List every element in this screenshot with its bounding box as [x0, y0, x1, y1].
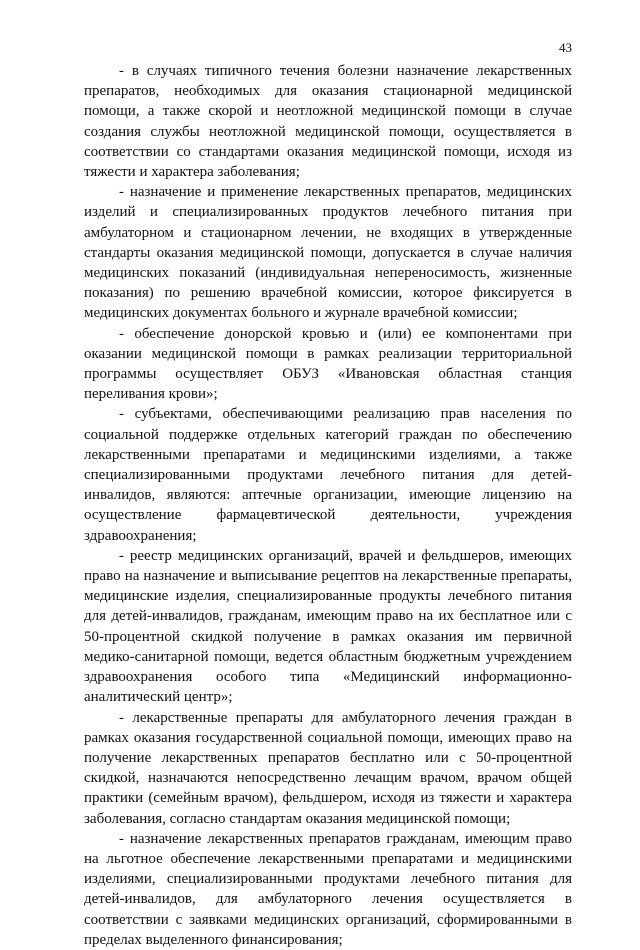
paragraph: - назначение и применение лекарственных препаратов, медицинских изделий и специализированных продуктов лечебного питания при амбулаторном и стационарном лечении, не входящих в утвержденные стандарты оказания медицинской помощи, допускается в случае наличия медицинских показаний (индивидуальная непереносимость, жизненные показания) по решению врачебной комиссии, которое фиксируется в медицинских документах больного и журнале врачебной комиссии; — [84, 184, 572, 322]
paragraph: - лекарственные препараты для амбулаторного лечения граждан в рамках оказания государственной социальной помощи, имеющих право на получение лекарственных препаратов бесплатно или с 50-процентной скидкой, назначаются непосредственно лечащим врачом, врачом общей практики (семейным врачом), фельдшером, исходя из тяжести и характера заболевания, согласно стандартам оказания медицинской помощи; — [84, 709, 572, 827]
paragraph: - реестр медицинских организаций, врачей и фельдшеров, имеющих право на назначение и выписывание рецептов на лекарственные препараты, медицинские изделия, специализированные продукты лечебного питания для детей-инвалидов, гражданам, имеющим право на их бесплатное или с 50-процентной скидкой получение в рамках оказания им первичной медико-санитарной помощи, ведется областным бюджетным учреждением здравоохранения особого типа «Медицинский информационно-аналитический центр»; — [84, 547, 572, 706]
paragraph: - назначение лекарственных препаратов гражданам, имеющим право на льготное обеспечение лекарственными препаратами и медицинскими изделиями, специализированными продуктами лечебного питания для детей-инвалидов, для амбулаторного лечения осуществляется в соответствии с заявками медицинских организаций, сформированными в пределах выделенного финансирования; — [84, 830, 572, 948]
paragraph: - субъектами, обеспечивающими реализацию прав населения по социальной поддержке отдельных категорий граждан по обеспечению лекарственными препаратами и медицинскими изделиями, а также специализированными продуктами лечебного питания для детей-инвалидов, являются: аптечные организации, имеющие лицензию на осуществление фармацевтической деятельности, учреждения здравоохранения; — [84, 406, 572, 544]
paragraph: - обеспечение донорской кровью и (или) ее компонентами при оказании медицинской помощи в рамках реализации территориальной программы осуществляет ОБУЗ «Ивановская областная станция переливания крови»; — [84, 325, 572, 403]
page-number: 43 — [559, 40, 572, 55]
document-body — [84, 61, 572, 950]
paragraph: - в случаях типичного течения болезни назначение лекарственных препаратов, необходимых для оказания стационарной медицинской помощи, а также скорой и неотложной медицинской помощи в случае создания службы неотложной медицинской помощи, осуществляется в соответствии со стандартами оказания медицинской помощи, исходя из тяжести и характера заболевания; — [84, 63, 572, 181]
